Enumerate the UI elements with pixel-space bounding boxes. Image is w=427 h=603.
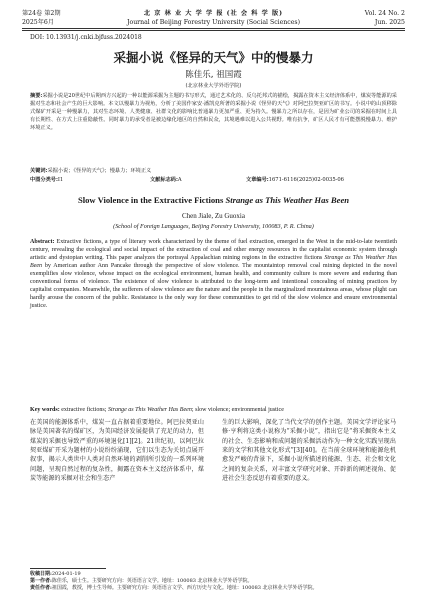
volume-issue: 第24卷 第2期 2025年6月 [22, 10, 61, 26]
clc-number: I1 [57, 177, 64, 183]
keywords-label-en: Key words: [30, 407, 60, 413]
paper-title-en: Slow Violence in the Extractive Fictions Strange as This Weather Has Been [77, 195, 350, 205]
body-column-right: 生的巨大影响，深化了当代文学的创作主题。美国文学评论家马修·亨利将这类小说称为“采掘小说”，指出它是“将采掘资本主义的社会、生态影响和成问题的采掘活动作为一种文化实践呈现出来的文学和其他文化形式”[3][40]。在当前全球环境和能源危机愈发严峻的背景下，采掘小说所描述的能源、生态、社会和文化之间的复杂关系，对丰富文学研究对象、开辟新的阐述视角、促进社会生态反思有着重要的意义。 [222, 419, 396, 483]
paper-title-cn: 采掘小说《怪异的天气》中的慢暴力 [113, 50, 314, 65]
classification-line: 中图分类号:I1 文献标志码:A 文章编号:1671-6116(2025)02-0035-06 [30, 177, 344, 183]
corresponding-author-note: 责任作者:祖国霞，教授，博士生导师。主要研究方向：英语语言文学、西方历史与文化。地址：100083 北京林业大学外语学院。 [30, 585, 318, 592]
keywords-cn [30, 168, 397, 176]
authors-cn: 陈佳乐, 祖国霞 [185, 70, 242, 80]
first-author-note: 第一作者:陈佳乐，硕士生。主要研究方向：英语语言文学。地址：100083 北京林业大学外语学院。 [30, 578, 253, 585]
keywords-label-cn: 关键词: [30, 168, 48, 174]
header-rule [22, 28, 405, 29]
body-column-left: 在美国的能源体系中，煤炭一直占据着重要地位。阿巴拉契亚山脉是美国著名的煤矿区，为美国经济发展提供了充足的动力，但煤炭的采掘也导致严重的环境退化[1][2]。21世纪初，以阿巴拉契亚煤矿开采为题材的小说纷纷涌现，它们以生态为关切点展开叙事，揭示人类世中人类对自然环境的剥削所引发的一系列环境问题，呈现自然过程的复杂性，揭露在资本主义经济体系中，煤炭等能源的采掘对社会和生态产 [30, 419, 204, 483]
received-date: 收稿日期:2024-01-19 [30, 571, 81, 577]
affiliation-cn: (北京林业大学外语学院) [185, 83, 242, 89]
footnote-rule [30, 568, 106, 569]
affiliation-en: (School of Foreign Languages, Beijing Forestry University, 100083, P. R. China) [113, 223, 314, 230]
article-number: 1671-6116(2025)02-0035-06 [268, 177, 344, 183]
footnote [30, 571, 397, 592]
abstract-text-cn: 采掘小说是20世纪中后期西方兴起的一种以能源采掘为主题的书写形式，通过艺术化的、反乌托邦式的描绘，揭露在资本主义经济体系中，煤炭等能源的采掘对生态和社会产生的巨大影响。本文以慢暴力为视角，分析了美国作家安·潘凯克所著的采掘小说《怪异的天气》对阿巴拉契亚矿区的书写。小说中的山顶移除式煤矿开采是一种慢暴力，其对生态环境、人类健康、社群文化的影响比普通暴力更加严重、更为持久。慢暴力之所以存在，是因为矿业公司的采掘在时间上具有长期性、在方式上注重隐蔽性。同时暴力的承受者是被边缘化地区的自然和民众，其境遇难以进入公共视野。唯有抗争，矿区人民才有可能摆脱慢暴力、维护环境正义。 [30, 93, 397, 131]
journal-name: 北 京 林 业 大 学 学 报 (社 会 科 学 版) Journal of Beijing Forestry University (Social Sciences) [126, 10, 301, 26]
header-rule-thin [22, 30, 405, 31]
abstract-label-en: Abstract: [30, 239, 55, 245]
abstract-label-cn: 摘要: [30, 93, 43, 99]
authors-en: Chen Jiale, Zu Guoxia [182, 212, 245, 220]
doi: DOI: 10.13931/j.cnki.bjfuss.2024018 [30, 34, 142, 41]
abstract-cn [30, 93, 397, 133]
volume-issue-en: Vol. 24 No. 2 Jun. 2025 [364, 10, 405, 26]
abstract-en: Abstract: Extractive fictions, a type of literary work characterized by the theme of fuel extraction, emerged in the West in the mid-to-late twentieth century, revealing the ecological and social impact of the extraction of coal and other energy resources in the capitalist economic system through artistic and dystopian writing. This paper analyzes the portrayal Appalachian mining regions in the extractive fictions Strange as This Weather Has Been by American author Ann Pancake through the perspective of slow violence. The mountaintop removal coal mining depicted in the novel exemplifies slow violence, whose impact on the ecological environment, human health, and community culture is more severe and enduring than conventional forms of violence. The existence of slow violence is attributed to the long-term and intentional concealing of mining practices by capitalist companies. Meanwhile, the sufferers of slow violence are the nature and the people in the marginalized mountainous areas, whose plight can hardly arouse the concern of the public. Resistance is the only way for these communities to get rid of the slow violence and ensure environmental justice. [30, 239, 398, 310]
keywords-text-cn: 采掘小说；《怪异的天气》；慢暴力；环境正义 [47, 168, 152, 174]
document-code: A [177, 177, 182, 183]
keywords-en: Key words: extractive fictions; Strange as This Weather Has Been; slow violence; environmental justice [30, 407, 284, 413]
